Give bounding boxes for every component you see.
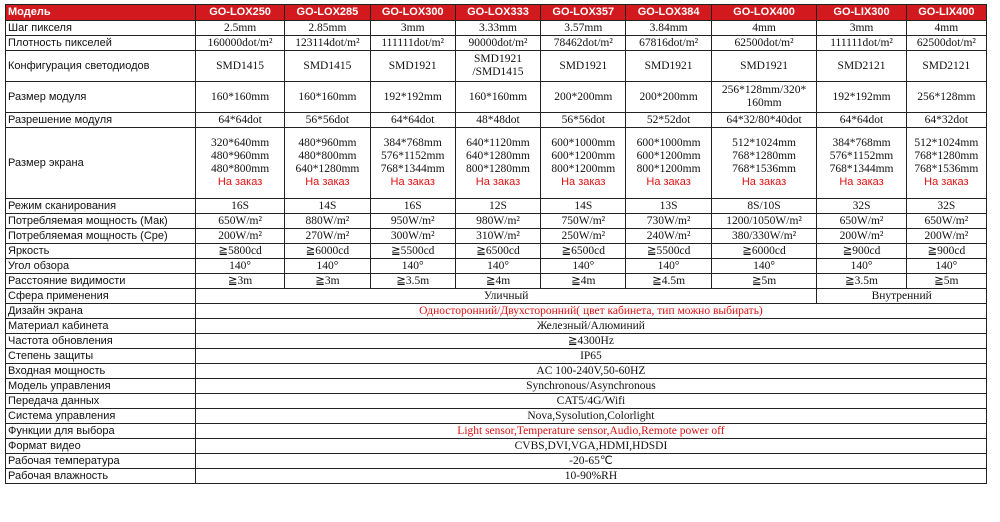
screen-size-line: 800*1200mm: [551, 163, 616, 175]
model-header-label: Модель: [6, 5, 196, 21]
spec-cell: 3.33mm: [455, 21, 540, 36]
spec-cell: 64*32dot: [906, 113, 986, 128]
spec-row: [6, 319, 987, 334]
spec-row: [6, 289, 987, 304]
spec-cell: 64*64dot: [370, 113, 455, 128]
spec-table: [5, 4, 987, 484]
spec-cell: ≧6000cd: [285, 244, 370, 259]
screen-size-cell: [906, 128, 986, 199]
on-order-note: На заказ: [839, 176, 884, 188]
application-group-cell: Уличный: [195, 289, 816, 304]
screen-size-line: 768*1536mm: [914, 163, 979, 175]
spec-row: [6, 113, 987, 128]
model-name: GO-LOX300: [370, 5, 455, 21]
spec-cell: 140°: [711, 259, 817, 274]
screen-size-line: 768*1344mm: [829, 163, 894, 175]
spec-cell: 270W/m²: [285, 229, 370, 244]
spec-cell: 16S: [195, 199, 284, 214]
spec-cell: ≧5800cd: [195, 244, 284, 259]
screen-size-line: 320*640mm: [211, 137, 270, 149]
spec-cell: SMD2121: [817, 51, 906, 82]
row-label: Частота обновления: [6, 334, 196, 349]
spec-cell: 310W/m²: [455, 229, 540, 244]
spec-cell: 16S: [370, 199, 455, 214]
spec-cell: 111111dot/m²: [370, 36, 455, 51]
shared-spec-cell: ≧4300Hz: [195, 334, 986, 349]
spec-row: [6, 214, 987, 229]
screen-size-cell: [370, 128, 455, 199]
spec-cell: 650W/m²: [906, 214, 986, 229]
on-order-note: На заказ: [646, 176, 691, 188]
spec-cell: 123114dot/m²: [285, 36, 370, 51]
row-label: Режим сканирования: [6, 199, 196, 214]
spec-cell: 3.57mm: [541, 21, 626, 36]
screen-size-line: 768*1280mm: [732, 150, 796, 162]
shared-spec-cell: AC 100-240V,50-60HZ: [195, 364, 986, 379]
row-label: Система управления: [6, 409, 196, 424]
spec-cell: 140°: [195, 259, 284, 274]
spec-cell: 12S: [455, 199, 540, 214]
screen-size-cell: [455, 128, 540, 199]
screen-size-cell: [626, 128, 711, 199]
spec-row: [6, 82, 987, 113]
on-order-note: На заказ: [390, 176, 435, 188]
screen-size-line: 384*768mm: [832, 137, 891, 149]
on-order-note: На заказ: [741, 176, 787, 188]
screen-size-cell: [195, 128, 284, 199]
spec-cell: ≧4m: [541, 274, 626, 289]
row-label: Функции для выбора: [6, 424, 196, 439]
spec-row: [6, 469, 987, 484]
spec-cell: SMD1415: [285, 51, 370, 82]
on-order-note: На заказ: [217, 176, 263, 188]
spec-row: [6, 244, 987, 259]
on-order-note: На заказ: [305, 176, 350, 188]
spec-cell: 140°: [817, 259, 906, 274]
spec-cell: SMD2121: [906, 51, 986, 82]
spec-cell: 192*192mm: [370, 82, 455, 113]
row-label: Расстояние видимости: [6, 274, 196, 289]
spec-cell: ≧900cd: [906, 244, 986, 259]
shared-spec-cell: 10-90%RH: [195, 469, 986, 484]
row-label: Плотность пикселей: [6, 36, 196, 51]
spec-cell: 192*192mm: [817, 82, 906, 113]
shared-spec-cell: Железный/Алюминий: [195, 319, 986, 334]
spec-cell: 78462dot/m²: [541, 36, 626, 51]
row-label: Разрешение модуля: [6, 113, 196, 128]
spec-cell: 200*200mm: [541, 82, 626, 113]
screen-size-line: 768*1344mm: [380, 163, 445, 175]
spec-cell: 3mm: [817, 21, 906, 36]
spec-cell: SMD1921: [711, 51, 817, 82]
screen-size-line: 640*1120mm: [466, 137, 530, 149]
spec-cell: 160000dot/m²: [195, 36, 284, 51]
spec-cell: 3mm: [370, 21, 455, 36]
screen-size-line: 768*1280mm: [914, 150, 979, 162]
row-label: Дизайн экрана: [6, 304, 196, 319]
screen-size-line: 480*800mm: [211, 163, 270, 175]
shared-spec-cell: CAT5/4G/Wifi: [195, 394, 986, 409]
spec-cell: 90000dot/m²: [455, 36, 540, 51]
application-group-cell: Внутренний: [817, 289, 987, 304]
spec-row: [6, 439, 987, 454]
screen-size-line: 800*1200mm: [636, 163, 701, 175]
spec-row: [6, 349, 987, 364]
spec-cell: 140°: [455, 259, 540, 274]
row-label: Рабочая температура: [6, 454, 196, 469]
spec-cell: 64*32/80*40dot: [711, 113, 817, 128]
spec-cell: 300W/m²: [370, 229, 455, 244]
spec-cell: 950W/m²: [370, 214, 455, 229]
spec-cell: 750W/m²: [541, 214, 626, 229]
spec-cell: 250W/m²: [541, 229, 626, 244]
spec-cell: 4mm: [711, 21, 817, 36]
screen-size-line: 512*1024mm: [914, 137, 979, 149]
spec-cell: ≧3m: [285, 274, 370, 289]
spec-cell: 4mm: [906, 21, 986, 36]
spec-row: [6, 36, 987, 51]
row-label: Размер экрана: [6, 128, 196, 199]
shared-spec-cell: Light sensor,Temperature sensor,Audio,Remote power off: [195, 424, 986, 439]
screen-size-line: 768*1536mm: [732, 163, 796, 175]
spec-cell: ≧4.5m: [626, 274, 711, 289]
spec-cell: 240W/m²: [626, 229, 711, 244]
on-order-note: На заказ: [924, 176, 969, 188]
spec-cell: ≧6500cd: [541, 244, 626, 259]
spec-cell: 200*200mm: [626, 82, 711, 113]
spec-row: [6, 51, 987, 82]
spec-cell: ≧5m: [711, 274, 817, 289]
screen-size-line: 640*1280mm: [295, 163, 360, 175]
row-label: Модель управления: [6, 379, 196, 394]
spec-cell: 2.85mm: [285, 21, 370, 36]
spec-cell: 380/330W/m²: [711, 229, 817, 244]
spec-row: [6, 394, 987, 409]
spec-cell: 62500dot/m²: [711, 36, 817, 51]
spec-cell: 8S/10S: [711, 199, 817, 214]
spec-cell: ≧6500cd: [455, 244, 540, 259]
spec-cell: 200W/m²: [817, 229, 906, 244]
spec-cell: 64*64dot: [195, 113, 284, 128]
row-label: Передача данных: [6, 394, 196, 409]
spec-cell: 52*52dot: [626, 113, 711, 128]
screen-size-line: 600*1200mm: [636, 150, 701, 162]
row-label: Формат видео: [6, 439, 196, 454]
shared-spec-cell: IP65: [195, 349, 986, 364]
screen-size-line: 480*960mm: [211, 150, 270, 162]
spec-cell: 650W/m²: [817, 214, 906, 229]
row-label: Сфера применения: [6, 289, 196, 304]
screen-size-line: 800*1280mm: [466, 163, 530, 175]
row-label: Конфигурация светодиодов: [6, 51, 196, 82]
spec-cell: 650W/m²: [195, 214, 284, 229]
spec-cell: 140°: [541, 259, 626, 274]
model-name: GO-LOX384: [626, 5, 711, 21]
on-order-note: На заказ: [561, 176, 606, 188]
shared-spec-cell: Nova,Sysolution,Colorlight: [195, 409, 986, 424]
spec-cell: ≧5500cd: [626, 244, 711, 259]
spec-cell: 140°: [906, 259, 986, 274]
spec-cell: ≧5500cd: [370, 244, 455, 259]
spec-cell: 256*128mm/320* 160mm: [711, 82, 817, 113]
spec-row: [6, 454, 987, 469]
row-label: Входная мощность: [6, 364, 196, 379]
spec-cell: 160*160mm: [195, 82, 284, 113]
spec-cell: 140°: [370, 259, 455, 274]
screen-size-line: 576*1152mm: [380, 150, 445, 162]
model-name: GO-LIX400: [906, 5, 986, 21]
spec-row: [6, 364, 987, 379]
spec-cell: 111111dot/m²: [817, 36, 906, 51]
shared-spec-cell: CVBS,DVI,VGA,HDMI,HDSDI: [195, 439, 986, 454]
spec-cell: 14S: [541, 199, 626, 214]
row-label: Потребляемая мощность (Мак): [6, 214, 196, 229]
spec-cell: 3.84mm: [626, 21, 711, 36]
screen-size-line: 600*1000mm: [636, 137, 701, 149]
spec-cell: 730W/m²: [626, 214, 711, 229]
row-label: Потребляемая мощность (Сре): [6, 229, 196, 244]
screen-size-cell: [285, 128, 370, 199]
spec-cell: 56*56dot: [285, 113, 370, 128]
spec-row: [6, 128, 987, 199]
spec-row: [6, 259, 987, 274]
spec-cell: 880W/m²: [285, 214, 370, 229]
spec-cell: 32S: [817, 199, 906, 214]
row-label: Степень защиты: [6, 349, 196, 364]
spec-cell: 32S: [906, 199, 986, 214]
spec-cell: 140°: [626, 259, 711, 274]
spec-cell: 62500dot/m²: [906, 36, 986, 51]
spec-cell: 160*160mm: [285, 82, 370, 113]
spec-row: [6, 379, 987, 394]
row-label: Угол обзора: [6, 259, 196, 274]
screen-size-line: 600*1000mm: [551, 137, 616, 149]
spec-cell: 1200/1050W/m²: [711, 214, 817, 229]
row-label: Яркость: [6, 244, 196, 259]
spec-cell: ≧4m: [455, 274, 540, 289]
spec-cell: ≧5m: [906, 274, 986, 289]
spec-cell: ≧3.5m: [817, 274, 906, 289]
screen-size-cell: [817, 128, 906, 199]
spec-cell: 13S: [626, 199, 711, 214]
screen-size-line: 576*1152mm: [829, 150, 894, 162]
spec-row: [6, 424, 987, 439]
spec-row: [6, 409, 987, 424]
spec-cell: 256*128mm: [906, 82, 986, 113]
spec-cell: 48*48dot: [455, 113, 540, 128]
row-label: Материал кабинета: [6, 319, 196, 334]
spec-cell: ≧900cd: [817, 244, 906, 259]
row-label: Шаг пикселя: [6, 21, 196, 36]
model-name: GO-LOX333: [455, 5, 540, 21]
spec-cell: 200W/m²: [195, 229, 284, 244]
screen-size-line: 640*1280mm: [466, 150, 530, 162]
model-name: GO-LOX285: [285, 5, 370, 21]
header-row: [6, 5, 987, 21]
spec-cell: ≧3m: [195, 274, 284, 289]
spec-row: [6, 229, 987, 244]
screen-size-cell: [541, 128, 626, 199]
spec-cell: SMD1415: [195, 51, 284, 82]
screen-size-line: 600*1200mm: [551, 150, 616, 162]
screen-size-cell: [711, 128, 817, 199]
spec-cell: SMD1921: [626, 51, 711, 82]
spec-body: [6, 21, 987, 484]
spec-cell: 160*160mm: [455, 82, 540, 113]
screen-size-line: 480*960mm: [298, 137, 357, 149]
row-label: Размер модуля: [6, 82, 196, 113]
spec-cell: SMD1921: [370, 51, 455, 82]
spec-row: [6, 199, 987, 214]
shared-spec-cell: Synchronous/Asynchronous: [195, 379, 986, 394]
spec-cell: ≧3.5m: [370, 274, 455, 289]
model-name: GO-LOX400: [711, 5, 817, 21]
shared-spec-cell: Односторонний/Двухсторонний( цвет кабинета, тип можно выбирать): [195, 304, 986, 319]
screen-size-line: 384*768mm: [383, 137, 442, 149]
spec-row: [6, 21, 987, 36]
model-name: GO-LOX250: [195, 5, 284, 21]
spec-cell: 64*64dot: [817, 113, 906, 128]
spec-cell: 14S: [285, 199, 370, 214]
model-name: GO-LOX357: [541, 5, 626, 21]
screen-size-line: 480*800mm: [298, 150, 357, 162]
spec-cell: 140°: [285, 259, 370, 274]
spec-cell: 980W/m²: [455, 214, 540, 229]
spec-cell: 2.5mm: [195, 21, 284, 36]
spec-cell: SMD1921: [541, 51, 626, 82]
model-name: GO-LIX300: [817, 5, 906, 21]
row-label: Рабочая влажность: [6, 469, 196, 484]
spec-cell: ≧6000cd: [711, 244, 817, 259]
on-order-note: На заказ: [475, 176, 521, 188]
screen-size-line: 512*1024mm: [732, 137, 796, 149]
spec-row: [6, 274, 987, 289]
spec-cell: 56*56dot: [541, 113, 626, 128]
spec-cell: 200W/m²: [906, 229, 986, 244]
spec-cell: SMD1921 /SMD1415: [455, 51, 540, 82]
spec-cell: 67816dot/m²: [626, 36, 711, 51]
shared-spec-cell: -20-65℃: [195, 454, 986, 469]
spec-row: [6, 334, 987, 349]
spec-row: [6, 304, 987, 319]
